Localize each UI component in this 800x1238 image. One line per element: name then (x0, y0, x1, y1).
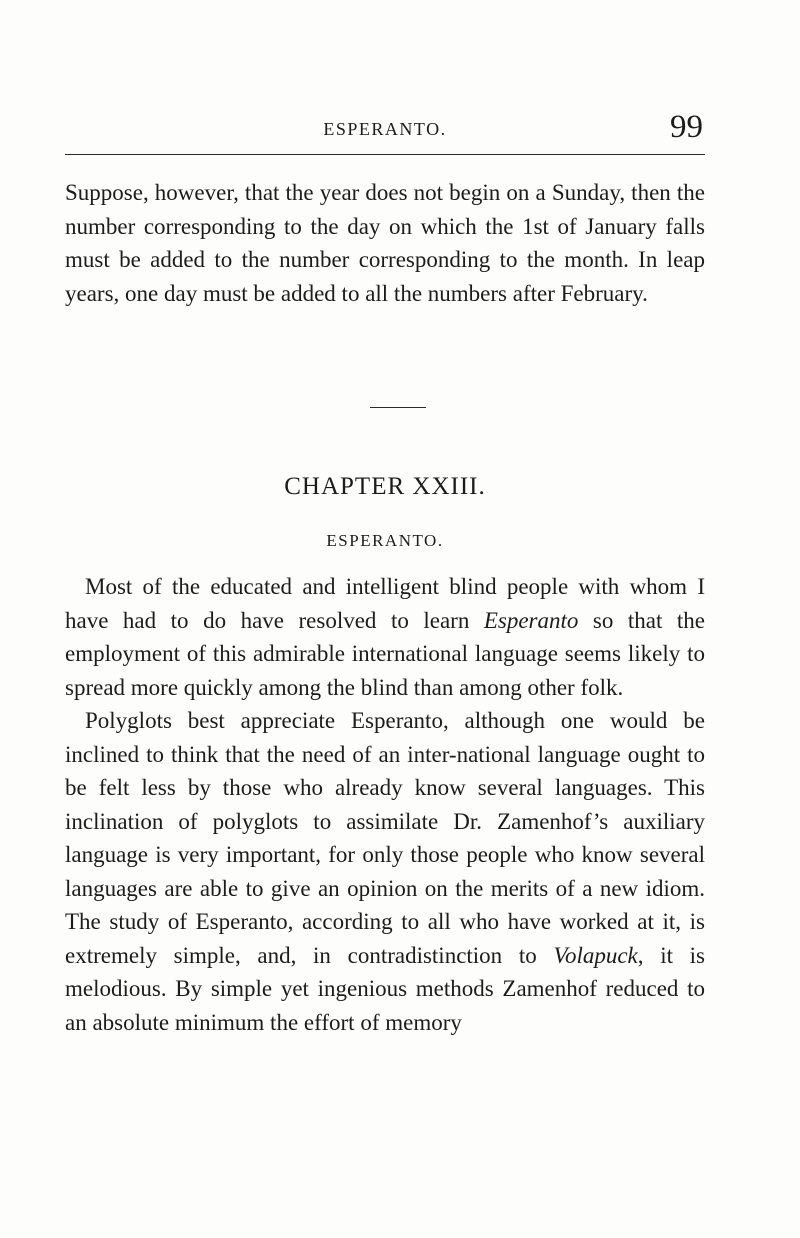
chapter-heading: CHAPTER XXIII. (284, 473, 486, 500)
body-paragraph-1 (65, 570, 705, 704)
intro-paragraph-text: Suppose, however, that the year does not begin on a Sunday, then the number corresponding to the day on which the 1st of January falls must be added to the number corresponding to the month. In leap years, one day must be added to all the numbers after February. (65, 180, 705, 306)
body-paragraph-2 (65, 704, 705, 1039)
paragraph-1-italic-term: Esperanto (483, 607, 579, 633)
chapter-body (65, 570, 705, 1039)
running-title: ESPERANTO. (323, 119, 447, 139)
paragraph-2-text-end: , it is melodious. By simple yet ingenious methods Zamenhof reduced to an absolute minimum the effort of memory (65, 942, 705, 1035)
header-rule (65, 154, 705, 155)
chapter-subtitle: ESPERANTO. (326, 531, 444, 550)
paragraph-1-text-end: so that the employment of this admirable international language seems likely to spread more quickly among the blind than among other folk. (65, 607, 705, 700)
paragraph-2-italic-term: Volapuck (553, 942, 638, 968)
paragraph-2-text-start: Polyglots best appreciate Esperanto, although one would be inclined to think that the need of an inter-national language ought to be felt less by those who already know several languages. This inclination of polyglots to assimilate Dr. Zamenhof’s auxiliary language is very important, for only those people who know several languages are able to give an opinion on the merits of a new idiom. The study of Esperanto, according to all who have worked at it, is extremely simple, and, in contradistinction to (65, 708, 705, 968)
running-head (65, 109, 705, 151)
page-number: 99 (670, 109, 703, 145)
intro-paragraph (65, 176, 705, 310)
paragraph-1-text-start: Most of the educated and intelligent blind people with whom I have had to do have resolved to learn (65, 574, 705, 633)
section-divider (370, 407, 426, 408)
